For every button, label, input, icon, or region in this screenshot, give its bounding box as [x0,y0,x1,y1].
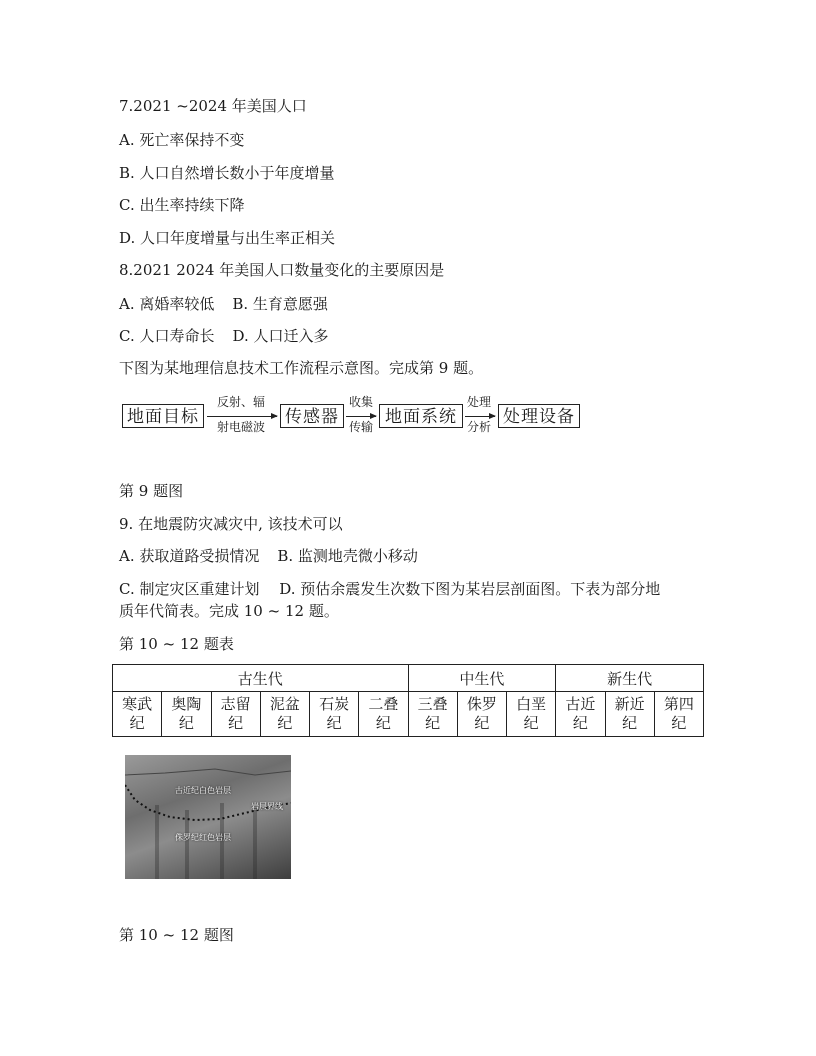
flow-label-reflect-top: 反射、辐 [216,395,265,409]
flow-arrow-2 [346,416,376,417]
q7-option-c: C. 出生率持续下降 [119,196,245,214]
period-quaternary: 第四 纪 [654,692,703,737]
flow-label-collect: 收集 [348,395,373,409]
q8-stem: 8.2021 2024 年美国人口数量变化的主要原因是 [119,261,445,279]
period-neogene: 新近 纪 [605,692,654,737]
era-paleozoic: 古生代 [113,665,409,692]
photo-label-boundary: 岩层界线 [251,802,283,811]
q9-options-ab [119,546,418,566]
rock-strata-photo [125,755,291,879]
flow-box-sensor: 传感器 [280,404,344,428]
period-cambrian: 寒武 纪 [113,692,162,737]
flow-label-reflect-bottom: 射电磁波 [216,420,265,434]
period-paleogene: 古近 纪 [556,692,605,737]
q8-options-ab [119,294,328,314]
q7-option-b: B. 人口自然增长数小于年度增量 [119,164,335,182]
flow-label-transmit: 传输 [348,420,373,434]
q7-stem: 7.2021 ~2024 年美国人口 [119,97,307,115]
q9-stem: 9. 在地震防灾减灾中, 该技术可以 [119,515,343,533]
photo-label-upper: 古近纪白色岩层 [175,786,231,795]
period-ordovician: 奥陶 纪 [162,692,211,737]
q9-intro: 下图为某地理信息技术工作流程示意图。完成第 9 题。 [119,359,484,377]
period-silurian: 志留 纪 [211,692,260,737]
workflow-diagram [119,395,589,437]
q7-option-d: D. 人口年度增量与出生率正相关 [119,229,336,247]
q8-option-c: C. 人口寿命长 [119,327,215,345]
fig9-caption: 第 9 题图 [119,482,184,500]
q10-intro-continued: 质年代简表。完成 10 ~ 12 题。 [119,602,339,620]
q7-option-a: A. 死亡率保持不变 [119,131,245,149]
q9-options-cd-and-intro: C. 制定灾区重建计划 D. 预估余震发生次数下图为某岩层剖面图。下表为部分地 [119,580,661,598]
photo-label-lower: 侏罗纪红色岩层 [175,833,231,842]
geologic-time-table [112,664,704,737]
period-carboniferous: 石炭 纪 [310,692,359,737]
flow-box-ground-target: 地面目标 [122,404,204,428]
era-cenozoic: 新生代 [556,665,704,692]
flow-box-processing-equipment: 处理设备 [498,404,580,428]
era-mesozoic: 中生代 [408,665,556,692]
flow-label-analyze: 分析 [466,420,491,434]
period-devonian: 泥盆 纪 [260,692,309,737]
strata-boundary-line [125,755,291,879]
era-row [113,665,704,692]
period-row [113,692,704,737]
period-jurassic: 侏罗 纪 [457,692,506,737]
q8-option-d: D. 人口迁入多 [232,327,329,345]
flow-arrow-3 [465,416,495,417]
flow-label-process: 处理 [466,395,491,409]
q8-option-a: A. 离婚率较低 [119,295,215,313]
table-caption: 第 10 ~ 12 题表 [119,635,234,653]
period-cretaceous: 白垩 纪 [507,692,556,737]
flow-box-ground-system: 地面系统 [379,404,463,428]
q8-options-cd [119,326,329,346]
fig10-caption: 第 10 ~ 12 题图 [119,926,234,944]
period-permian: 二叠 纪 [359,692,408,737]
q8-option-b: B. 生育意愿强 [232,295,328,313]
flow-arrow-1 [207,416,277,417]
q9-option-b: B. 监测地壳微小移动 [277,547,418,565]
q9-option-a: A. 获取道路受损情况 [119,547,260,565]
period-triassic: 三叠 纪 [408,692,457,737]
